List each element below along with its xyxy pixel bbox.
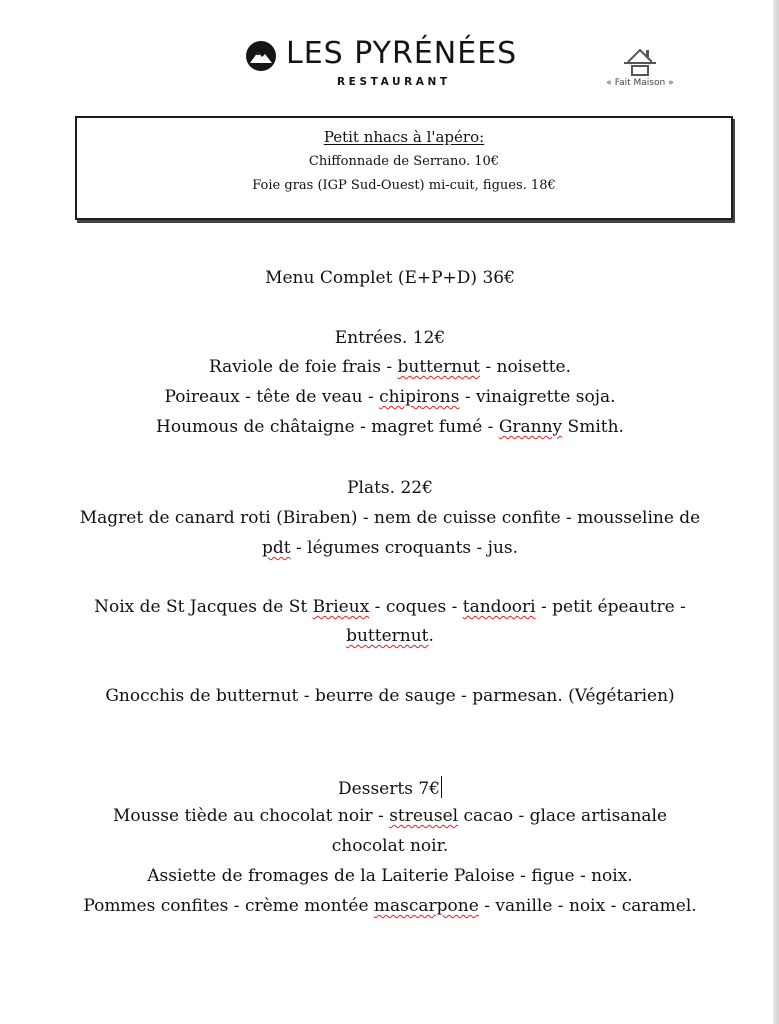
menu-item: Mousse tiède au chocolat noir - streusel cacao - glace artisanale bbox=[112, 806, 668, 826]
menu-item: Assiette de fromages de la Laiterie Paloise - figue - noix. bbox=[147, 866, 633, 886]
menu-item: Poireaux - tête de veau - chipirons - vinaigrette soja. bbox=[164, 387, 616, 407]
fait-maison-label: « Fait Maison » bbox=[606, 78, 674, 88]
brand-name: LES PYRÉNÉES bbox=[286, 36, 518, 71]
apero-title: Petit nhacs à l'apéro: bbox=[323, 128, 485, 146]
menu-item: Gnocchis de butternut - beurre de sauge - parmesan. (Végétarien) bbox=[105, 686, 675, 706]
plats-heading: Plats. 22€ bbox=[347, 478, 433, 498]
menu-title: Menu Complet (E+P+D) 36€ bbox=[265, 268, 515, 288]
brand-subtitle: RESTAURANT bbox=[337, 76, 451, 88]
menu-item: pdt - légumes croquants - jus. bbox=[261, 538, 519, 558]
fait-maison-badge bbox=[592, 46, 688, 92]
apero-box bbox=[75, 116, 733, 220]
house-icon bbox=[616, 46, 664, 78]
menu-item: Noix de St Jacques de St Brieux - coques - tandoori - petit épeautre - bbox=[94, 597, 686, 617]
apero-item: Chiffonnade de Serrano. 10€ bbox=[308, 154, 500, 169]
menu-item: Pommes confites - crème montée mascarpone - vanille - noix - caramel. bbox=[83, 896, 697, 916]
entrees-heading: Entrées. 12€ bbox=[334, 328, 446, 348]
apero-item: Foie gras (IGP Sud-Ouest) mi-cuit, figues. 18€ bbox=[252, 178, 556, 193]
menu-item: butternut. bbox=[346, 626, 434, 646]
menu-item: Magret de canard roti (Biraben) - nem de cuisse confite - mousseline de bbox=[79, 508, 701, 528]
menu-item: Houmous de châtaigne - magret fumé - Granny Smith. bbox=[156, 417, 624, 437]
menu-item: Raviole de foie frais - butternut - noisette. bbox=[208, 357, 572, 377]
desserts-heading: Desserts 7€ bbox=[40, 776, 740, 799]
text-cursor bbox=[441, 776, 442, 798]
menu-item: chocolat noir. bbox=[331, 836, 449, 856]
restaurant-logo bbox=[246, 38, 536, 88]
mountain-icon bbox=[246, 41, 276, 71]
page-edge bbox=[773, 0, 779, 1024]
